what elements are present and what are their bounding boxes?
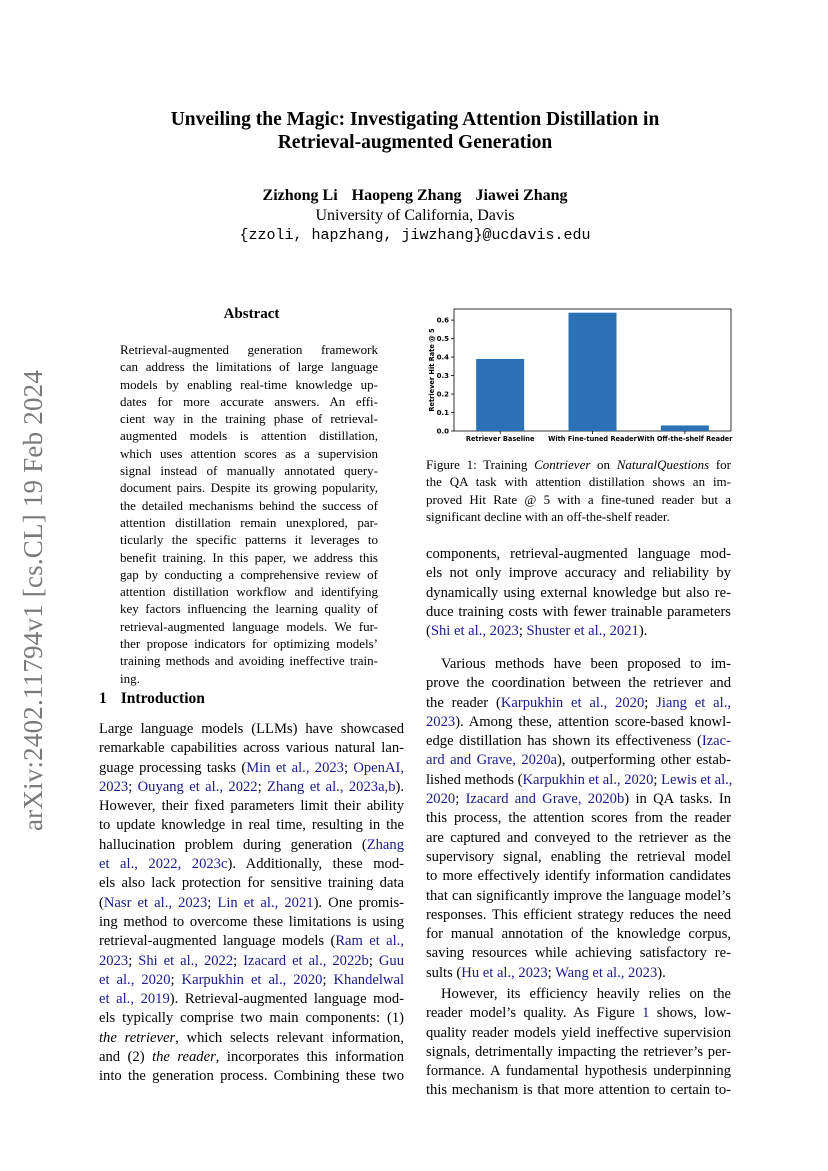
text-line [426,1081,731,1100]
title-line: Retrieval-augmented Generation [277,132,553,153]
section-number: 1 [99,690,107,707]
text-span: ; [257,778,268,795]
text-span: ; [170,971,182,988]
citation-link[interactable]: Lin et al., 2021 [217,894,314,911]
text-line [99,874,404,893]
text-line [426,809,731,828]
abstract-line: cient way in the training phase of retrieval- [120,411,378,427]
text-line [426,1004,731,1023]
text-line [426,790,731,809]
text-span: ; [368,952,379,969]
text-span: the QA task with attention distillation shows an im- [426,474,731,490]
abstract-line: document pairs. Despite its growing popularity, [120,480,378,496]
text-line [99,739,404,758]
citation-link[interactable]: et al., 2022, 2023c [99,856,228,873]
text-line [426,944,731,963]
text-line [99,816,404,835]
text-line [426,848,731,867]
abstract-line: Retrieval-augmented generation framework [120,342,378,357]
text-line [426,564,731,583]
text-span: hallucination problem during generation ( [99,836,367,853]
text-line [426,622,731,641]
y-tick-label: 0.5 [436,335,449,344]
x-tick-label: With Fine-tuned Reader [548,435,637,443]
text-span: lished methods ( [426,771,523,788]
text-span: supervisory signal, enabling the retrieval model [426,848,731,865]
abstract-line: which uses attention scores as a supervision [120,445,378,461]
citation-link[interactable]: Shi et al., 2023 [430,623,519,640]
abstract-line: can address the limitations of large language [120,359,378,375]
abstract-line: key factors influencing the learning quality of [120,601,378,617]
intro-paragraph-right [426,545,731,641]
text-span: quality reader models yield ineffective supervision [426,1024,731,1041]
abstract-line: ing. [120,670,140,686]
abstract-line: dates for more accurate answers. An effi- [120,393,378,409]
title-line: Unveiling the Magic: Investigating Attention Distillation in [170,109,660,130]
y-tick-label: 0.1 [436,409,449,418]
text-span: sults ( [426,964,462,981]
text-line [99,932,404,951]
italic-text: NaturalQuestions [616,457,710,472]
text-line [426,751,731,770]
text-line [426,674,731,693]
paper-title [100,108,730,154]
citation-link[interactable]: 2020 [426,791,456,808]
text-line [99,913,404,932]
text-line [426,964,731,983]
text-span: els also lack protection for sensitive training data [99,875,404,892]
author-name: Zizhong Li [262,187,338,204]
text-line [426,1043,731,1062]
text-span: Figure 1: Training [426,457,535,472]
text-line [426,603,731,622]
text-span: , which selects relevant information, [175,1029,404,1046]
text-line [99,990,404,1009]
figure-1 [426,305,736,445]
text-line [426,1024,731,1043]
text-line [99,855,404,874]
abstract-line: gap by conducting a comprehensive review of [120,566,378,582]
text-span: ing method to overcome these limitations is using [99,913,404,930]
paragraph-3 [426,985,731,1101]
section-heading [99,690,205,708]
citation-link[interactable]: Izacard et al., 2022b [243,952,369,969]
author-block [100,186,730,246]
text-span: ( [99,894,104,911]
text-span: ; [128,778,138,795]
text-span: ; [233,952,244,969]
email: {zzoli, hapzhang, jiwzhang}@ucdavis.edu [239,227,591,244]
text-span: However, their fixed parameters limit their ability [99,798,404,815]
text-span: els not only improve accuracy and reliability by [426,565,731,582]
text-span: saving resources while achieving satisfactory re- [426,945,731,962]
text-span: shows, low- [649,1005,731,1022]
citation-link[interactable]: Shuster et al., 2021 [526,623,639,640]
text-span: edge distillation has shown its effectiveness ( [426,733,702,750]
abstract-heading: Abstract [223,306,280,322]
text-span: Various methods have been proposed to im- [441,656,731,672]
text-line [426,694,731,713]
text-span: ). [395,778,405,795]
citation-link[interactable]: Khandelwal [333,971,404,988]
text-span: are captured and conveyed to the retriever as the [426,829,731,846]
y-tick-label: 0.3 [436,372,449,381]
author-name: Haopeng Zhang [351,187,462,204]
figure-caption [426,456,731,525]
text-span: ), outperforming other estab- [557,752,731,769]
abstract-line: attention distillation workflow and identifying [120,584,378,600]
text-span: ; [518,623,527,640]
bar [568,313,616,431]
citation-link[interactable]: Jiang et al., [656,694,732,711]
italic-text: the reader [152,1049,216,1066]
text-line [426,508,731,525]
bar [476,359,524,431]
italic-text: Contriever [534,457,591,472]
text-line [426,732,731,751]
citation-link[interactable]: et al., 2019 [99,991,170,1008]
x-tick-label: Retriever Baseline [465,435,535,443]
abstract-line: benefit training. In this paper, we address this [120,549,378,565]
text-span: ; [343,759,354,776]
text-line [99,720,404,739]
text-span: ; [128,952,139,969]
citation-link[interactable]: Zhang [366,836,404,853]
text-span: , incorporates this information [215,1049,404,1066]
text-line [99,1048,404,1067]
text-span: components, retrieval-augmented language mod- [426,546,731,562]
text-span: ; [644,694,657,711]
text-span: remarkable capabilities across various natural lan- [99,740,404,757]
citation-link[interactable]: Izac- [701,733,731,750]
text-line [426,655,731,674]
y-tick-label: 0.0 [436,427,449,436]
text-span: the reader ( [426,694,501,711]
text-span: However, its efficiency heavily relies on the [441,986,731,1002]
text-span: on [590,457,617,472]
citation-link[interactable]: Shi et al., 2022 [138,952,234,969]
text-span: ; [322,971,334,988]
bar-chart [426,305,736,445]
paragraph-2 [426,655,731,983]
affiliation: University of California, Davis [315,207,515,224]
citation-link[interactable]: et al., 2020 [99,971,171,988]
author-name: Jiawei Zhang [475,187,568,204]
citation-link[interactable]: Zhang et al., 2023a,b [267,778,396,795]
citation-link[interactable]: Karpukhin et al., 2020 [522,771,654,788]
text-line [99,971,404,990]
text-span: ; [653,771,662,788]
text-line [426,584,731,603]
citation-link[interactable]: Ouyang et al., 2022 [137,778,258,795]
citation-link[interactable]: Nasr et al., 2023 [103,894,208,911]
bar [661,425,709,431]
abstract-line: training methods and avoiding ineffective train- [120,653,378,669]
text-line [426,985,731,1004]
text-line [99,778,404,797]
text-line [99,1067,404,1086]
text-span: ; [547,964,556,981]
text-span: this process, the attention scores from the reader [426,810,731,827]
text-span: duce training costs with fewer trainable parameters [426,603,731,620]
abstract-line: signal instead of manually annotated query- [120,463,378,479]
citation-link[interactable]: Hu et al., 2023 [461,964,548,981]
text-span: ). [657,964,666,981]
text-line [426,829,731,848]
text-span: els typically comprise two main components: (1) [99,1010,404,1027]
text-line [99,759,404,778]
text-line [426,491,731,508]
text-span: significant decline with an off-the-shelf reader. [426,508,670,524]
text-line [426,1062,731,1081]
intro-paragraph-left [99,720,404,1087]
abstract-line: ticularly the specific patterns it leverages to [120,532,378,548]
text-span: guage processing tasks ( [99,759,247,776]
italic-text: the retriever [99,1029,176,1046]
abstract-line: ther propose indicators for optimizing models’ [120,636,378,652]
text-span: dynamically using external knowledge but also re- [426,584,731,601]
abstract-body [120,341,378,687]
citation-link[interactable]: Lewis et al., [661,771,733,788]
citation-link[interactable]: 2023 [426,713,456,730]
text-line [99,1009,404,1028]
text-line [426,906,731,925]
text-span: for manual annotation of the knowledge corpus, [426,926,731,943]
text-span: ). Additionally, these mod- [227,856,404,873]
section-title: Introduction [120,690,205,707]
text-span: ( [426,623,431,640]
y-tick-label: 0.2 [436,390,449,399]
text-span: and (2) [99,1049,153,1066]
y-axis-label: Retriever Hit Rate @ 5 [428,328,436,412]
text-line [426,456,731,473]
abstract-line: the detailed mechanisms behind the success of [120,497,378,513]
text-span: that can significantly improve the language model’s [426,887,731,904]
citation-link[interactable]: Karpukhin et al., 2020 [500,694,645,711]
text-line [99,797,404,816]
text-line [426,713,731,732]
text-line [99,894,404,913]
text-span: formance. A fundamental hypothesis underpinning [426,1063,731,1080]
text-span: ). Retrieval-augmented language mod- [169,991,404,1008]
text-span: retrieval-augmented language models ( [99,933,336,950]
citation-link[interactable]: OpenAI, [353,759,404,776]
text-line [426,545,731,564]
y-tick-label: 0.4 [436,353,449,362]
text-span: ; [455,791,466,808]
text-span: to more effectively identify information candidates [426,868,731,885]
text-line [99,952,404,971]
citation-link[interactable]: Wang et al., 2023 [555,964,658,981]
text-span: ). [638,623,648,640]
text-line [426,887,731,906]
citation-link[interactable]: Ram et al., [335,933,404,950]
text-line [426,473,731,490]
citation-link[interactable]: Guu [378,952,405,969]
abstract-line: retrieval-augmented language models. We fur- [120,618,378,634]
text-span: ; [207,894,218,911]
text-span: prove the coordination between the retriever and [426,675,731,692]
citation-link[interactable]: 2023 [99,778,129,795]
text-span: ). One promis- [313,894,404,911]
text-span: signals, detrimentally impacting the retriever’s per- [426,1043,731,1060]
citation-link[interactable]: 2023 [99,952,129,969]
author-names [100,186,730,206]
text-line [426,925,731,944]
text-line [426,867,731,886]
text-span: ) in QA tasks. In [624,791,732,808]
text-span: responses. This efficient strategy reduces the need [426,906,731,923]
text-line [99,1029,404,1048]
citation-link[interactable]: Karpukhin et al., 2020 [181,971,323,988]
text-span: reader model’s quality. As Figure [426,1005,643,1022]
citation-link[interactable]: Izacard and Grave, 2020b [465,791,625,808]
text-span: for [709,457,731,472]
x-tick-label: With Off-the-shelf Reader [637,435,733,443]
abstract-line: augmented models is attention distillation, [120,428,378,444]
text-line [426,771,731,790]
arxiv-identifier: arXiv:2402.11794v1 [cs.CL] 19 Feb 2024 [18,369,48,831]
y-tick-label: 0.6 [436,316,449,325]
citation-link[interactable]: 1 [642,1005,650,1022]
text-span: Large language models (LLMs) have showcased [99,721,404,737]
abstract-line: attention distillation remain unexplored, par- [120,514,378,530]
citation-link[interactable]: ard and Grave, 2020a [426,752,558,769]
text-span: to update knowledge in real time, resulting in the [99,817,404,834]
citation-link[interactable]: Min et al., 2023 [246,759,344,776]
text-line [99,836,404,855]
text-span: proved Hit Rate @ 5 with a fine-tuned reader but a [426,491,731,507]
text-span: this mechanism is that more attention to certain to- [426,1082,731,1099]
abstract-line: models by enabling real-time knowledge up- [120,376,378,392]
text-span: ). Among these, attention score-based knowl- [455,713,731,730]
text-span: into the generation process. Combining these two [99,1068,404,1085]
